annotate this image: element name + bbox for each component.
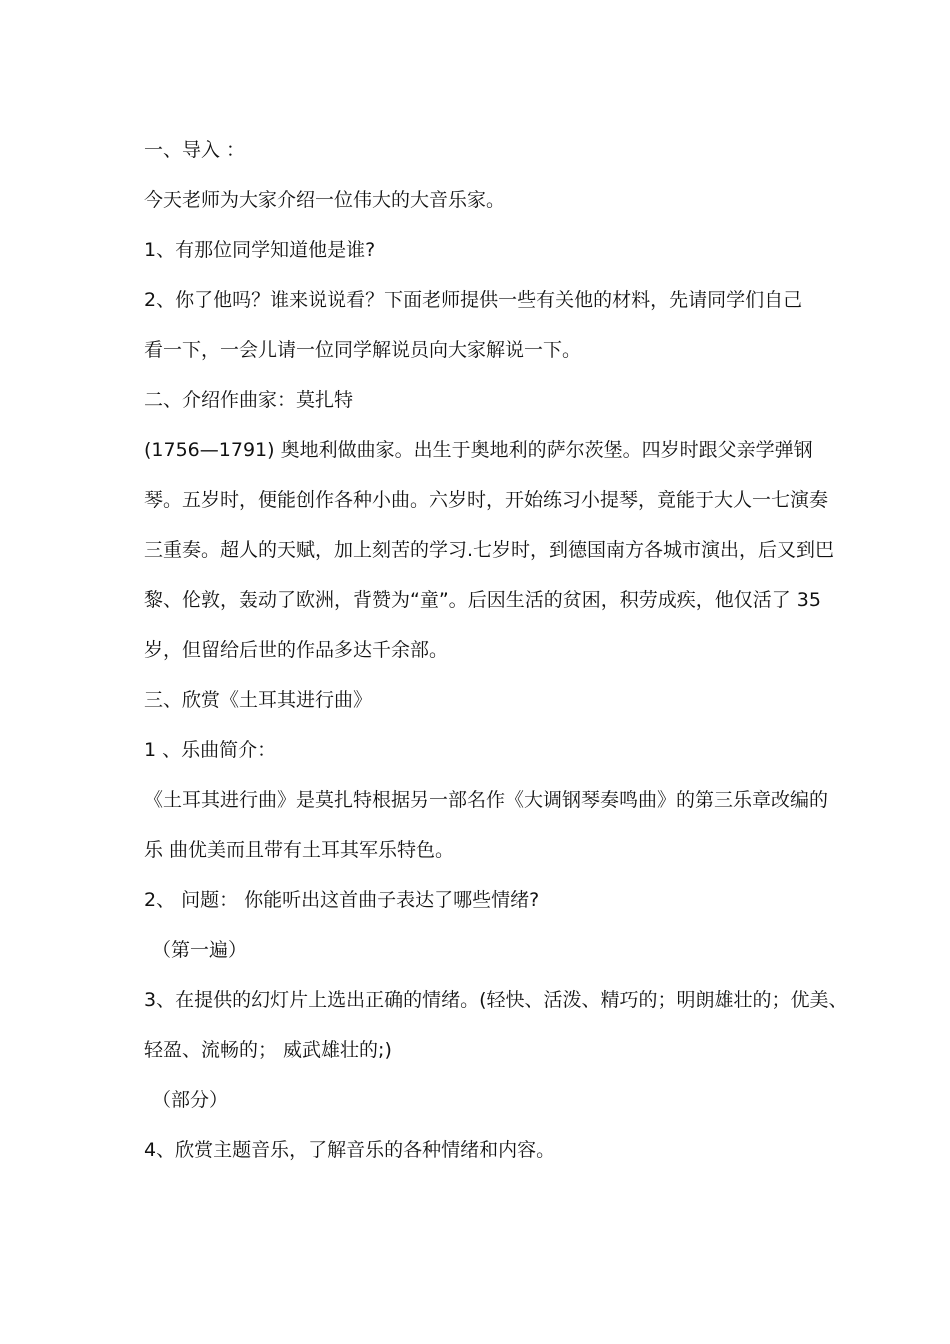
section-heading-appreciation: 三、欣赏《土耳其进行曲》 (144, 689, 373, 711)
note-first-pass: （第一遍） (152, 939, 248, 961)
section-heading-intro: 一、导入 ： (144, 139, 246, 161)
step-4: 4、欣赏主题音乐，了解音乐的各种情绪和内容。 (144, 1139, 556, 1161)
intro-line-2: 乐 曲优美而且带有土耳其军乐特色。 (144, 839, 455, 861)
paragraph-line: 今天老师为大家介绍一位伟大的大音乐家。 (144, 189, 506, 211)
question-emotions: 2、 问题： 你能听出这首曲子表达了哪些情绪? (144, 889, 540, 911)
note-partial: （部分） (152, 1089, 229, 1111)
step-3-line-1: 3、在提供的幻灯片上选出正确的情绪。(轻快、活泼、精巧的；明朗雄壮的；优美、 (144, 989, 848, 1011)
bio-line-4: 黎、伦敦，轰动了欧洲，背赞为“童”。后因生活的贫困，积劳成疾，他仅活了 35 (144, 589, 821, 611)
section-heading-composer: 二、介绍作曲家：莫扎特 (144, 389, 354, 411)
subheading-intro: 1 、乐曲简介： (144, 739, 277, 761)
question-1: 1、有那位同学知道他是谁? (144, 239, 376, 261)
intro-line-1: 《土耳其进行曲》是莫扎特根据另一部名作《大调钢琴奏鸣曲》的第三乐章改编的 (144, 789, 829, 811)
step-3-line-2: 轻盈、流畅的； 威武雄壮的;) (144, 1039, 392, 1061)
bio-line-1: (1756—1791) 奥地利做曲家。出生于奥地利的萨尔茨堡。四岁时跟父亲学弹钢 (144, 439, 813, 461)
bio-line-3: 三重奏。超人的天赋，加上刻苦的学习.七岁时，到德国南方各城市演出，后又到巴 (144, 539, 835, 561)
bio-line-5: 岁，但留给后世的作品多达千余部。 (144, 639, 449, 661)
question-2-line-2: 看一下，一会儿请一位同学解说员向大家解说一下。 (144, 339, 582, 361)
bio-line-2: 琴。五岁时，便能创作各种小曲。六岁时，开始练习小提琴，竟能于大人一七演奏 (144, 489, 829, 511)
question-2-line-1: 2、你了他吗？谁来说说看？下面老师提供一些有关他的材料，先请同学们自己 (144, 289, 803, 311)
